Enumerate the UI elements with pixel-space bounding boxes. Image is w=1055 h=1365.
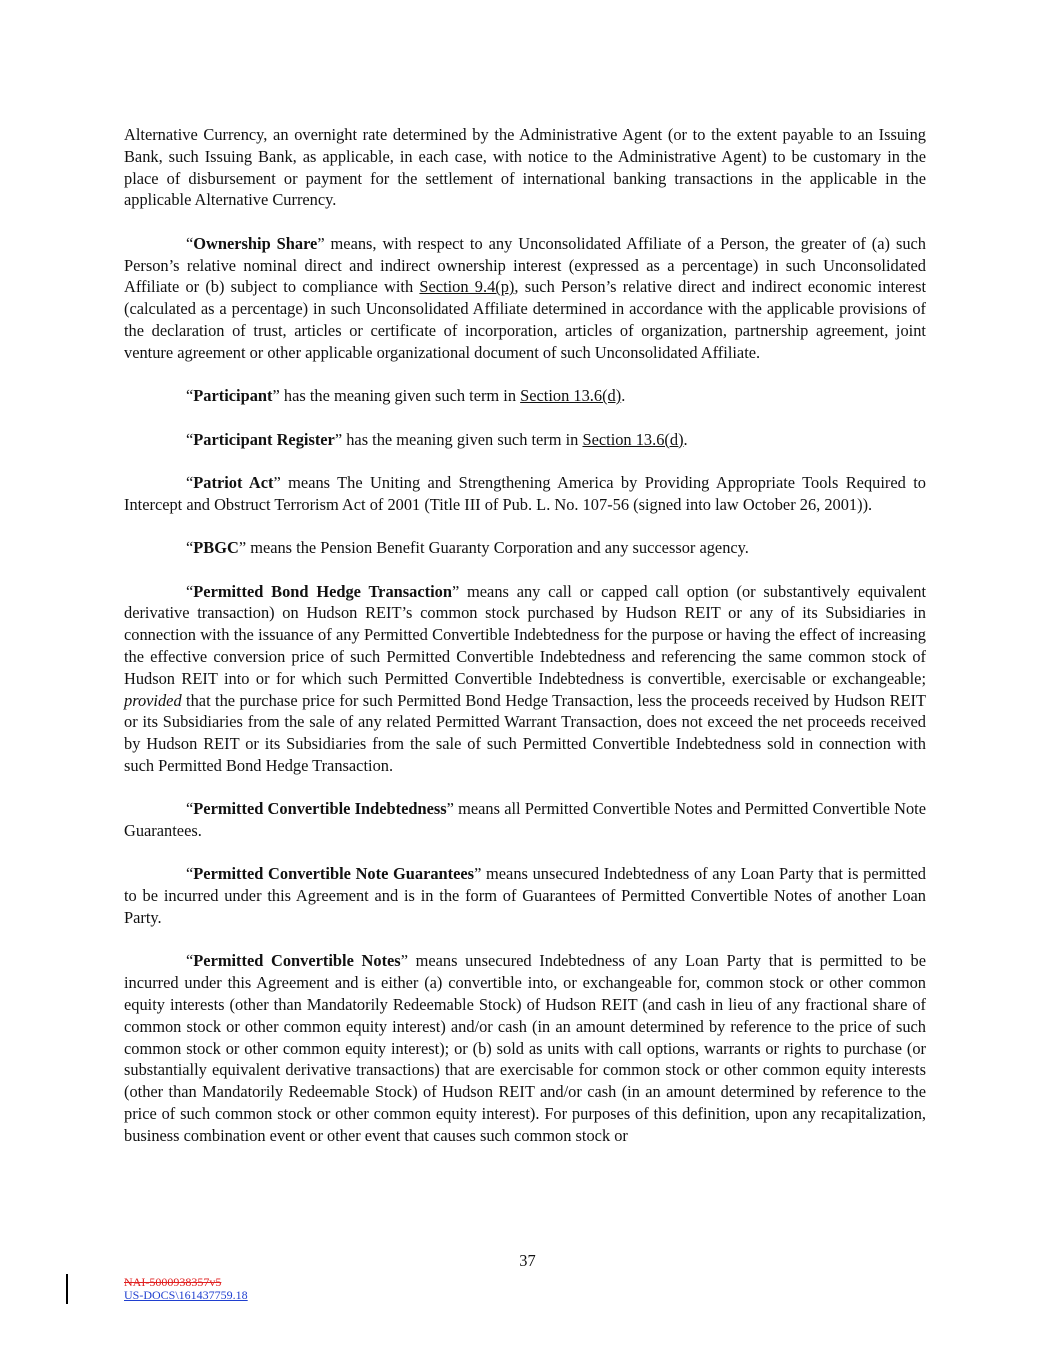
inserted-document-id: US-DOCS\161437759.18	[124, 1288, 248, 1302]
defined-term: Permitted Convertible Notes	[193, 951, 401, 971]
section-reference: Section 9.4(p)	[419, 277, 515, 297]
definition-permitted-convertible-note-guarantees: “Permitted Convertible Note Guarantees” means unsecured Indebtedness of any Loan Party that is permitted to be incurred under this Agreement and is in the form of Guarantees of Permitted Convertible Notes of another Loan Party.	[124, 864, 926, 928]
definition-participant: “Participant” has the meaning given such term in Section 13.6(d).	[186, 386, 626, 406]
document-page	[124, 124, 926, 1168]
deleted-document-id: NAI-5000938357v5	[124, 1275, 222, 1289]
defined-term: Permitted Convertible Indebtedness	[193, 799, 447, 819]
definition-pbgc: “PBGC” means the Pension Benefit Guaranty Corporation and any successor agency.	[186, 538, 749, 558]
italic-proviso: provided	[124, 690, 182, 710]
definition-permitted-convertible-notes: “Permitted Convertible Notes” means unsecured Indebtedness of any Loan Party that is permitted to be incurred under this Agreement and is either (a) convertible into, or exchangeable for, common stock or other common equity interests (other than Mandatorily Redeemable Stock) of Hudson REIT (and cash in lieu of any fractional share of common stock or other common equity interest) and/or cash (in an amount determined by reference to the price of such common stock or other common equity interest); or (b) sold as units with call options, warrants or rights to purchase (or substantially equivalent derivative transactions) that are exercisable for common stock or other common equity interests (other than Mandatorily Redeemable Stock) of Hudson REIT and/or cash (in an amount determined by reference to the price of such common stock or other common equity interest). For purposes of this definition, upon any recapitalization, business combination event or other event that causes such common stock or	[124, 951, 926, 1145]
paragraph-continuation: Alternative Currency, an overnight rate determined by the Administrative Agent (or to the extent payable to an Issuing Bank, such Issuing Bank, as applicable, in each case, with notice to the Administrative Agent) to be customary in the place of disbursement or payment for the settlement of international banking transactions in the applicable in the applicable Alternative Currency.	[124, 125, 926, 210]
definition-ownership-share: “Ownership Share” means, with respect to any Unconsolidated Affiliate of a Person, the greater of (a) such Person’s relative nominal direct and indirect ownership interest (expressed as a percentage) in such Unconsolidated Affiliate or (b) subject to compliance with Section 9.4(p), such Person’s relative direct and indirect economic interest (calculated as a percentage) in such Unconsolidated Affiliate determined in accordance with the applicable provisions of the declaration of trust, articles or certificate of incorporation, articles of organization, partnership agreement, joint venture agreement or other applicable organizational document of such Unconsolidated Affiliate.	[124, 233, 927, 362]
definition-participant-register: “Participant Register” has the meaning given such term in Section 13.6(d).	[186, 429, 688, 449]
defined-term: Participant Register	[193, 429, 335, 449]
section-reference: Section 13.6(d)	[582, 429, 684, 449]
definition-permitted-bond-hedge-transaction: “Permitted Bond Hedge Transaction” means any call or capped call option (or substantively equivalent derivative transaction) on Hudson REIT’s common stock purchased by Hudson REIT or any of its Subsidiaries in connection with the issuance of any Permitted Convertible Indebtedness for the purpose or having the effect of increasing the effective conversion price of such Permitted Convertible Indebtedness and referencing the same common stock of Hudson REIT into or for which such Permitted Convertible Indebtedness is convertible, exercisable or exchangeable; provided that the purchase price for such Permitted Bond Hedge Transaction, less the proceeds received by Hudson REIT or its Subsidiaries from the sale of any related Permitted Warrant Transaction, does not exceed the net proceeds received by Hudson REIT or its Subsidiaries from the sale of such Permitted Convertible Indebtedness sold in connection with such Permitted Bond Hedge Transaction.	[124, 581, 926, 775]
defined-term: Permitted Convertible Note Guarantees	[193, 864, 475, 884]
defined-term: Participant	[193, 386, 273, 406]
defined-term: Patriot Act	[193, 472, 274, 492]
definition-patriot-act: “Patriot Act” means The Uniting and Strengthening America by Providing Appropriate Tools Required to Intercept and Obstruct Terrorism Act of 2001 (Title III of Pub. L. No. 107-56 (signed into law October 26, 2001)).	[124, 472, 926, 514]
page-number: 37	[519, 1251, 536, 1270]
defined-term: Permitted Bond Hedge Transaction	[193, 581, 452, 601]
definition-permitted-convertible-indebtedness: “Permitted Convertible Indebtedness” means all Permitted Convertible Notes and Permitted Convertible Note Guarantees.	[124, 799, 926, 841]
defined-term: PBGC	[193, 538, 239, 558]
defined-term: Ownership Share	[193, 233, 318, 253]
revision-change-bar	[66, 1274, 68, 1304]
section-reference: Section 13.6(d)	[520, 386, 622, 406]
